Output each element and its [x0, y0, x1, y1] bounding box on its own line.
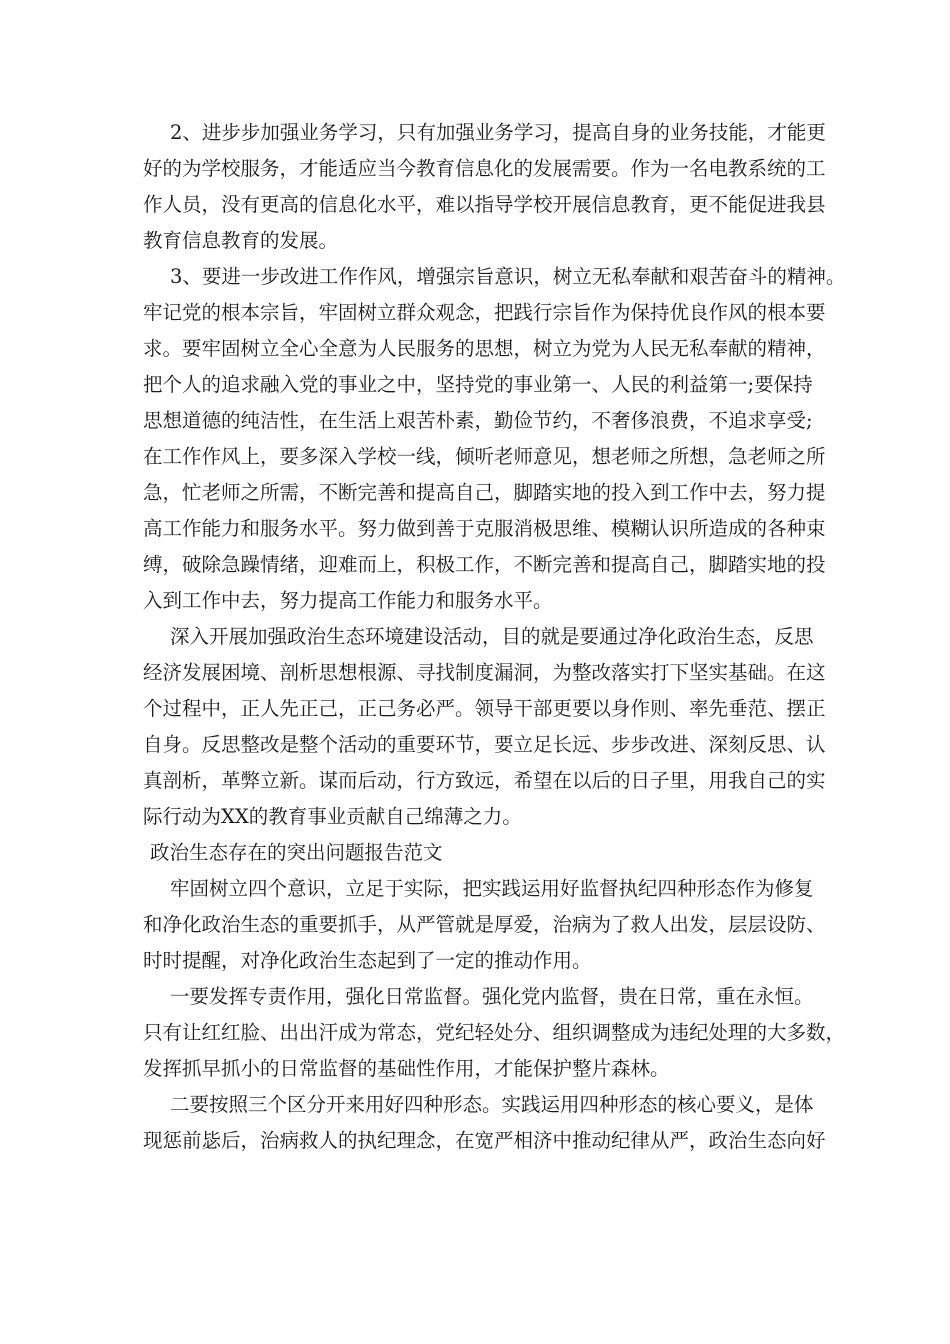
paragraph-line: 牢固树立四个意识，立足于实际，把实践运用好监督执纪四种形态作为修复	[170, 877, 814, 900]
paragraph-line: 急，忙老师之所需，不断完善和提高自己，脚踏实地的投入到工作中去，努力提	[143, 481, 826, 504]
paragraph-line: 高工作能力和服务水平。努力做到善于克服消极思维、模糊认识所造成的各种束	[143, 517, 826, 540]
paragraph-line: 际行动为XX的教育事业贡献自己绵薄之力。	[143, 805, 522, 828]
paragraph-line: 发挥抓早抓小的日常监督的基础性作用，才能保护整片森林。	[143, 1057, 670, 1080]
paragraph-line: 自身。反思整改是整个活动的重要环节，要立足长远、步步改进、深刻反思、认	[143, 733, 826, 756]
paragraph-line: 经济发展困境、剖析思想根源、寻找制度漏洞，为整改落实打下坚实基础。在这	[143, 661, 826, 684]
paragraph-line: 入到工作中去，努力提高工作能力和服务水平。	[143, 589, 553, 612]
paragraph-line: 把个人的追求融入党的事业之中，坚持党的事业第一、人民的利益第一;要保持	[143, 373, 813, 396]
paragraph-line: 作人员，没有更高的信息化水平，难以指导学校开展信息教育，更不能促进我县	[143, 193, 826, 216]
paragraph-line: 好的为学校服务，才能适应当今教育信息化的发展需要。作为一名电教系统的工	[143, 157, 826, 180]
paragraph-line: 缚，破除急躁情绪，迎难而上，积极工作，不断完善和提高自己，脚踏实地的投	[143, 553, 826, 576]
paragraph-line: 思想道德的纯洁性，在生活上艰苦朴素，勤俭节约，不奢侈浪费，不追求享受;	[143, 409, 813, 432]
paragraph-line: 牢记党的根本宗旨，牢固树立群众观念，把践行宗旨作为保持优良作风的根本要	[143, 301, 826, 324]
paragraph-line: 只有让红红脸、出出汗成为常态，党纪轻处分、组织调整成为违纪处理的大多数，	[143, 1021, 846, 1044]
paragraph-line: 时时提醒，对净化政治生态起到了一定的推动作用。	[143, 949, 592, 972]
paragraph-line: 二要按照三个区分开来用好四种形态。实践运用四种形态的核心要义，是体	[170, 1093, 814, 1116]
paragraph-line: 求。要牢固树立全心全意为人民服务的思想，树立为党为人民无私奉献的精神，	[143, 337, 826, 360]
paragraph-line: 教育信息教育的发展。	[143, 229, 339, 252]
paragraph-line: 在工作作风上，要多深入学校一线，倾听老师意见，想老师之所想，急老师之所	[143, 445, 826, 468]
paragraph-line: 2、进步步加强业务学习，只有加强业务学习，提高自身的业务技能，才能更	[170, 121, 826, 144]
paragraph-line: 一要发挥专责作用，强化日常监督。强化党内监督，贵在日常，重在永恒。	[170, 985, 814, 1008]
paragraph-line: 个过程中，正人先正己，正己务必严。领导干部更要以身作则、率先垂范、摆正	[143, 697, 826, 720]
paragraph-line: 深入开展加强政治生态环境建设活动，目的就是要通过净化政治生态，反思	[170, 625, 814, 648]
section-heading: 政治生态存在的突出问题报告范文	[150, 841, 443, 864]
paragraph-line: 和净化政治生态的重要抓手，从严管就是厚爱，治病为了救人出发，层层设防、	[143, 913, 826, 936]
paragraph-line: 真剖析，革弊立新。谋而后动，行方致远，希望在以后的日子里，用我自己的实	[143, 769, 826, 792]
paragraph-line: 3、要进一步改进工作作风，增强宗旨意识，树立无私奉献和艰苦奋斗的精神。	[170, 265, 846, 288]
paragraph-line: 现惩前毖后，治病救人的执纪理念，在宽严相济中推动纪律从严，政治生态向好	[143, 1129, 826, 1152]
